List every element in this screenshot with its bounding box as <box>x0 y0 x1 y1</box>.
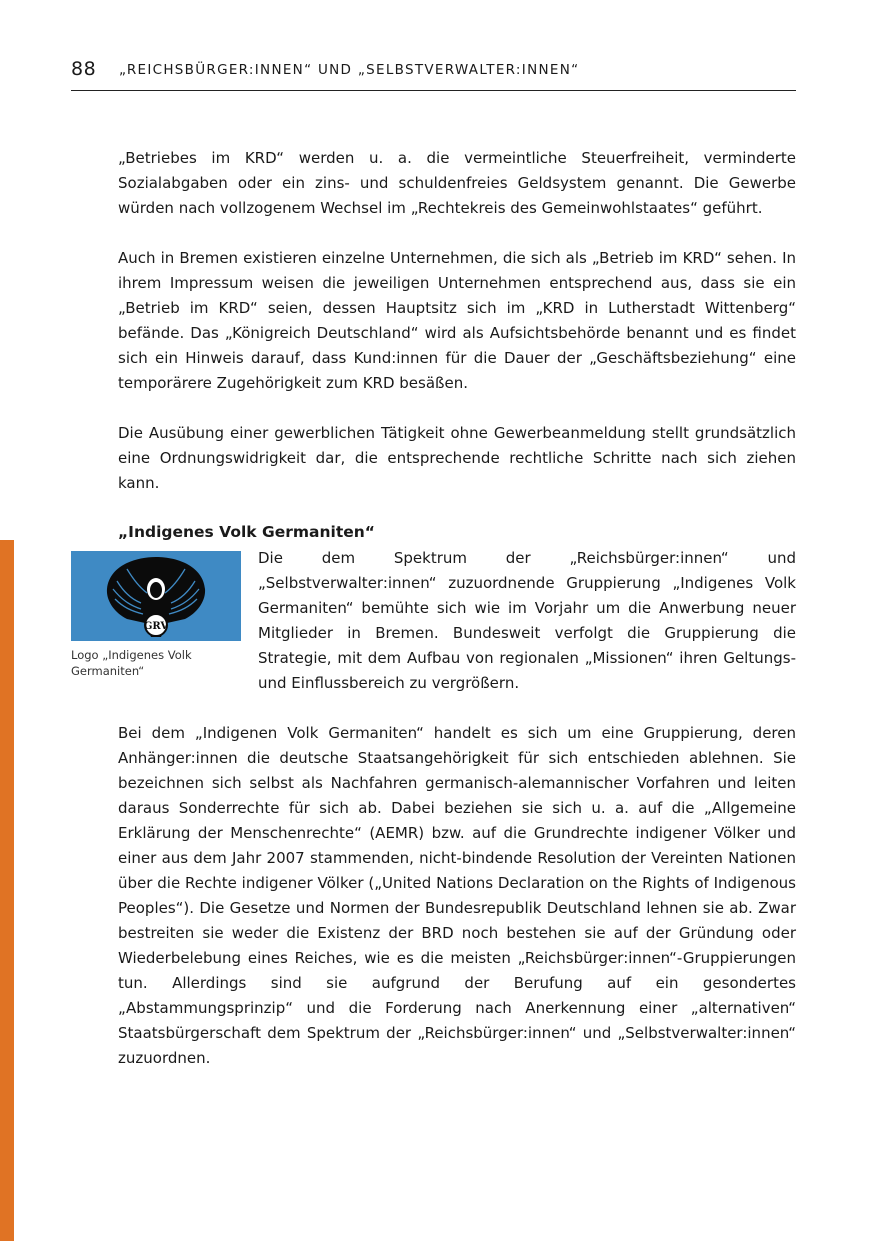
page-number: 88 <box>71 58 97 80</box>
orange-side-bar <box>0 540 14 1241</box>
running-header <box>71 56 796 91</box>
section-heading: „Indigenes Volk Germaniten“ <box>118 523 375 541</box>
eagle-emblem-icon <box>71 551 241 641</box>
germaniten-logo <box>71 551 241 641</box>
paragraph-ordnungswidrigkeit: Die Ausübung einer gewerblichen Tätigkeit ohne Gewerbeanmeldung stellt grundsätzlich eine Ordnungswidrigkeit dar, die entsprechende rechtliche Schritte nach sich ziehen kann. <box>118 424 796 492</box>
running-title: „REICHSBÜRGER:INNEN“ UND „SELBSTVERWALTER:INNEN“ <box>119 62 580 78</box>
svg-text:GRV: GRV <box>143 621 169 632</box>
logo-caption: Logo „Indigenes Volk Germaniten“ <box>71 648 192 678</box>
paragraph-krd-benefits: „Betriebes im KRD“ werden u. a. die vermeintliche Steuerfreiheit, verminderte Sozialabgaben oder ein zins- und schuldenfreies Geldsystem genannt. Die Gewerbe würden nach vollzogenem Wechsel im „Rechtekreis des Gemeinwohlstaates“ geführt. <box>118 149 796 217</box>
paragraph-germaniten-details: Bei dem „Indigenen Volk Germaniten“ handelt es sich um eine Gruppierung, deren Anhänger:innen die deutsche Staatsangehörigkeit für sich entschieden ablehnen. Sie bezeichnen sich selbst als Nachfahren germanisch-alemannischer Vorfahren und leiten daraus Sonderrechte für sich ab. Dabei beziehen sie sich u. a. auf die „Allgemeine Erklärung der Menschenrechte“ (AEMR) bzw. auf die Grundrechte indigener Völker und einer aus dem Jahr 2007 stammenden, nicht-bindende Resolution der Vereinten Nationen über die Rechte indigener Völker („United Nations Declaration on the Rights of Indigenous Peoples“). Die Gesetze und Normen der Bundesrepublik Deutschland lehnen sie ab. Zwar bestreiten sie weder die Existenz der BRD noch bestehen sie auf der Gründung oder Wiederbelebung eines Reiches, wie es die meisten „Reichsbürger:innen“-Gruppierungen tun. Allerdings sind sie aufgrund der Berufung auf ein gesondertes „Abstammungsprinzip“ und die Forderung nach Anerkennung einer „alternativen“ Staatsbürgerschaft dem Spektrum der „Reichsbürger:innen“ und „Selbstverwalter:innen“ zuzuordnen. <box>118 724 796 1067</box>
paragraph-bremen-companies: Auch in Bremen existieren einzelne Unternehmen, die sich als „Betrieb im KRD“ sehen. In ihrem Impressum weisen die jeweiligen Unternehmen entsprechend aus, dass sie ein „Betrieb im KRD“ seien, dessen Hauptsitz sich im „KRD in Lutherstadt Wittenberg“ befände. Das „Königreich Deutschland“ wird als Aufsichtsbehörde benannt und es findet sich ein Hinweis darauf, dass Kund:innen für die Dauer der „Geschäftsbeziehung“ eine temporärere Zugehörigkeit zum KRD besäßen. <box>118 249 796 392</box>
paragraph-germaniten-intro: Die dem Spektrum der „Reichsbürger:innen“ und „Selbstverwalter:innen“ zuzuordnende Gruppierung „Indigenes Volk Germaniten“ bemühte sich wie im Vorjahr um die Anwerbung neuer Mitglieder in Bremen. Bundesweit verfolgt die Gruppierung die Strategie, mit dem Aufbau von regionalen „Missionen“ ihren Geltungs- und Einflussbereich zu vergrößern. <box>258 549 796 692</box>
